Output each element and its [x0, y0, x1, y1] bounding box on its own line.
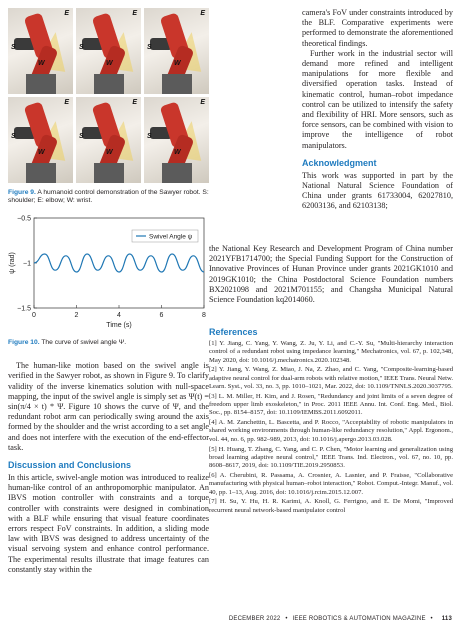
reference-item: [7] H. Su, Y. Hu, H. R. Karimi, A. Knoll, G. Ferrigno, and E. De Momi, "Improved recurrent neural network-based manipulator control	[209, 498, 453, 514]
x-tick-label: 8	[202, 311, 206, 319]
sawyer-robot-photo	[8, 97, 73, 183]
x-axis-label: Time (s)	[106, 321, 132, 329]
sawyer-robot-photo	[8, 8, 73, 94]
footer-separator: •	[430, 616, 433, 622]
joint-label: S	[79, 133, 84, 140]
left-column	[8, 8, 209, 575]
acknowledgment-text: This work was supported in part by the National Natural Science Foundation of China under grants 61733004, 62027810, 62003136, and 62103138;	[302, 170, 453, 211]
joint-label: W	[38, 149, 45, 156]
section-heading-acknowledgment: Acknowledgment	[302, 157, 377, 168]
x-tick-label: 2	[74, 311, 79, 319]
section-heading-discussion: Discussion and Conclusions	[8, 460, 132, 471]
footer-separator: •	[285, 616, 288, 622]
right-paragraph-1: camera's FoV under constraints introduced by the BLF. Comparative experiments were performed to demonstrate the aforementioned theoretical findings.	[302, 8, 453, 48]
figure-10-label: Figure 10.	[8, 338, 40, 346]
references-list	[209, 340, 453, 515]
reference-item: [2] Y. Jiang, Y. Wang, Z. Miao, J. Na, Z. Zhao, and C. Yang, "Composite-learning-based adaptive neural control for dual-arm robots with relative motion," IEEE Trans. Neural Netw. Learn. Syst., vol. 33, no. 3, pp. 1010–1021, Mar. 2022, doi: 10.1109/TNNLS.2020.3037795.	[209, 366, 453, 390]
joint-label: W	[174, 149, 181, 156]
joint-label: W	[38, 60, 45, 67]
references-block	[209, 320, 453, 516]
reference-item: [6] A. Cherubini, R. Passama, A. Crosnier, A. Lasnier, and P. Fraisse, "Collaborative manufacturing with physical human–robot interaction," Robot. Comput.-Integr. Manuf., vol. 40, pp. 1–13, Aug. 2016, doi: 10.1016/j.rcim.2015.12.007.	[209, 471, 453, 496]
figure-9-label: Figure 9.	[8, 189, 36, 196]
reference-item: [4] A. M. Zanchettin, L. Bascetta, and P. Rocco, "Acceptability of robotic manipulators in shared working environments through human-like redundancy resolution," Appl. Ergonom., vol. 44, no. 6, pp. 982–989, 2013, doi: 10.1016/j.apergo.2013.03.028.	[209, 419, 453, 443]
joint-label: E	[64, 99, 69, 106]
joint-label: S	[79, 44, 84, 51]
sawyer-robot-photo	[144, 97, 209, 183]
y-tick-label: −0.5	[17, 215, 31, 223]
section-heading-references: References	[209, 327, 258, 337]
joint-label: E	[132, 10, 137, 17]
legend-label: Swivel Angle ψ	[149, 233, 193, 241]
reference-item: [3] L. M. Miller, H. Kim, and J. Rosen, "Redundancy and joint limits of a seven degree of freedom upper limb exoskeleton," in Proc. 2011 IEEE Annu. Int. Conf. Eng. Med., Biol. Soc., pp. 8154–8157, doi: 10.1109/IEMBS.2011.6092011.	[209, 392, 453, 417]
sawyer-robot-photo	[144, 8, 209, 94]
x-tick-label: 6	[159, 311, 164, 319]
x-tick-label: 4	[117, 311, 121, 319]
figure-10-chart	[8, 212, 209, 337]
figure-9-photo-grid	[8, 8, 209, 183]
x-tick-label: 0	[32, 311, 36, 319]
y-tick-label: −1.5	[17, 305, 31, 313]
swivel-angle-chart	[8, 212, 209, 332]
right-paragraph-2: Further work in the industrial sector will demand more refined and intelligent manipulations for more flexible and diversified operation tasks. Instead of kinematic control, human–robot impedance control can be utilized to intensify the safety and flexibility of HRI. More sensors, such as force sensors, can be combined with vision to improve the intelligence of robot manipulators.	[302, 48, 453, 150]
joint-label: S	[147, 44, 152, 51]
y-tick-label: −1	[23, 260, 31, 268]
page-footer	[0, 616, 452, 622]
joint-label: S	[147, 133, 152, 140]
acknowledgment-continued: the National Key Research and Development Program of China number 2021YFB1714700; the Special Funding Support for the Construction of Innovative Provinces of Hunan Province under grants 2021GK1010 and 2019GK1010; the China Postdoctoral Science Foundation numbers BX2021098 and 2021M701155; and Changsha Municipal Natural Science Foundation kq2014060.	[209, 244, 453, 305]
joint-label: S	[11, 44, 16, 51]
joint-label: E	[132, 99, 137, 106]
footer-month: DECEMBER 2022	[228, 616, 281, 622]
joint-label: E	[200, 99, 205, 106]
joint-label: W	[106, 60, 113, 67]
y-axis-label: ψ (rad)	[9, 251, 16, 274]
right-column	[242, 8, 453, 212]
left-paragraph-1: The human-like motion based on the swivel angle is verified in the Sawyer robot, as shown in Figure 9. To clarify validity of the inverse kinematics solution with null-space mapping, the input of the swivel angle is simply set as Ψ(t) = sin(π/4 × t) * Ψ. Figure 10 shows the curve of Ψ, and the redundant robot arm can periodically swing around the axis formed by the shoulder and the wrist according to a set angle and does not interfere with the execution of the end-effector task.	[8, 361, 209, 452]
reference-item: [5] H. Huang, T. Zhang, C. Yang, and C. P. Chen, "Motor learning and generalization using broad learning adaptive neural control," IEEE Trans. Ind. Electron., vol. 67, no. 10, pp. 8608–8617, 2019, doi: 10.1109/TIE.2019.2950853.	[209, 445, 453, 470]
joint-label: S	[11, 133, 16, 140]
figure-10-caption-text: The curve of swivel angle Ψ.	[41, 338, 127, 346]
figure-9-caption	[8, 189, 209, 206]
page-number: 113	[441, 616, 452, 622]
figure-9-caption-text: A humanoid control demonstration of the Sawyer robot. S: shoulder; E: elbow; W: wrist.	[8, 189, 209, 205]
figure-10-caption	[8, 339, 209, 347]
sawyer-robot-photo	[76, 8, 141, 94]
left-paragraph-2: In this article, swivel-angle motion was introduced to realize human-like control of an anthropomorphic manipulator. An IBVS motion controller with constraints and a torque controller with constraints were designed in combination with a BLF while ensuring that visual feature coordinates errors respect FoV constraints. In addition, a sliding mode law with IBVS was designed to address uncertainty of the visual servoing system and enhance control performance. The experimental results illustrate that image features can constantly stay within the	[8, 473, 209, 574]
joint-label: W	[174, 60, 181, 67]
joint-label: E	[64, 10, 69, 17]
reference-item: [1] Y. Jiang, C. Yang, Y. Wang, Z. Ju, Y. Li, and C.-Y. Su, "Multi-hierarchy interaction control of a redundant robot using impedance learning," Mechatronics, vol. 67, p. 102,348, May 2020, doi: 10.1016/j.mechatronics.2020.102348.	[209, 340, 453, 364]
sawyer-robot-photo	[76, 97, 141, 183]
joint-label: E	[200, 10, 205, 17]
joint-label: W	[106, 149, 113, 156]
footer-magazine: IEEE ROBOTICS & AUTOMATION MAGAZINE	[292, 616, 426, 622]
